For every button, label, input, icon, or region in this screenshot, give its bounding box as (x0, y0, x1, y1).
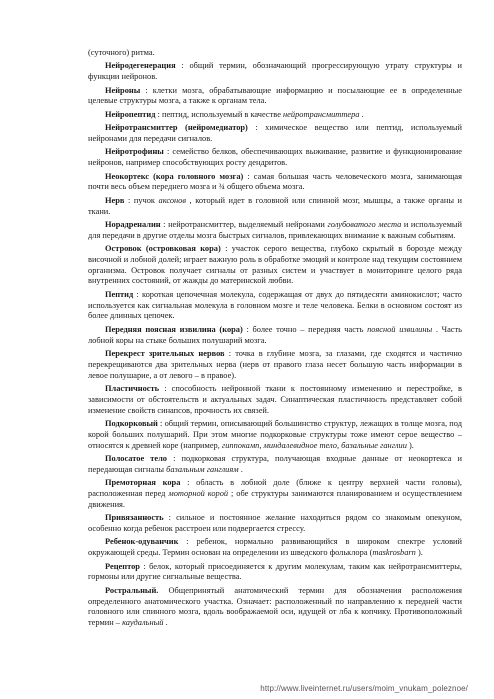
glossary-term: Премоторная кора (105, 478, 181, 488)
glossary-definition: . (238, 464, 243, 474)
glossary-entry (88, 244, 462, 287)
glossary-definition: : общий термин, описывающий большинство структур, лежащих в толще мозга, под корой больших полушарий. При этом многие подкорковые структуры тоже имеют серое вещество – относятся к древней коре (например, (88, 419, 462, 450)
glossary-definition: . (359, 109, 364, 119)
glossary-entry (88, 586, 462, 629)
glossary-definition: : нейротрансмиттер, выделяемый нейронами (160, 219, 328, 229)
glossary-entry (88, 513, 462, 535)
glossary-definition: : ребенок, нормально развивающийся в широком спектре условий окружающей среды. Термин основан на определении из шведского фольклора ( (88, 537, 462, 558)
glossary-definition: : более точно – передняя часть (242, 324, 368, 334)
glossary-definition: : участок серого вещества, глубоко скрытый в борозде между височной и лобной долей; играет важную роль в обработке эмоций и контроле над текущим состоянием организма. Островок получает сигналы от разных систем и участвует в мониторинге целого ряда внутренних состояний, от жажды до материнской любви. (88, 244, 463, 286)
glossary-term: Островок (островковая кора) (105, 244, 221, 254)
glossary-term: Норадреналин (105, 219, 161, 229)
glossary-definition: . (163, 618, 168, 628)
glossary-entry (88, 325, 462, 347)
glossary-definition: : клетки мозга, обрабатывающие информацию и посылающие ее в определенные целевые структуры мозга, а также к органам тела. (88, 85, 462, 106)
watermark-url[interactable]: http://www.liveinternet.ru/users/moim_vnukam_poleznoe/ (260, 684, 468, 693)
glossary-entry (88, 110, 462, 121)
glossary-definition: : пептид, используемый в качестве (155, 109, 284, 119)
glossary-italic-ref: голубоватого места (327, 219, 402, 229)
glossary-definition: : сильное и постоянное желание находиться рядом со знакомым опекуном, особенно когда ребенок расстроен или подвергается стрессу. (88, 513, 462, 533)
glossary-term: Нейроны (105, 85, 141, 95)
glossary-definition: и используемый для передачи в другие отделы мозга быстрых сигналов, привлекающих внимание к важным событиям. (88, 219, 462, 240)
glossary-definition: : короткая цепочечная молекула, содержащая от двух до пятидесяти аминокислот; часто используется как сигнальная молекула в головном мозге и теле человека. Белки в основном состоят из более длинных цепочек. (88, 289, 462, 321)
glossary-term: Рецептор (105, 561, 140, 571)
glossary-term: Ростральный. (105, 585, 159, 595)
document-page (88, 48, 462, 629)
glossary-entry (88, 48, 462, 59)
glossary-definition: Общепринятый анатомический термин для обозначения расположения определенного анатомического участка. Означает: расположенный по направлению к передней части головного или спинного мозга, вдоль воображаемой оси, идущей от лба к копчику. Противоположный термин – (88, 585, 462, 628)
glossary-definition: : самая большая часть человеческого мозга, занимающая почти весь объем переднего мозга и ¾ общего объема мозга. (88, 171, 462, 192)
glossary-entry (88, 147, 462, 169)
glossary-term: Пластичность (105, 384, 160, 394)
glossary-italic-ref: нейротрансмиттера (283, 109, 360, 119)
glossary-term: Нерв (105, 195, 125, 205)
glossary-term: Нейротрансмиттер (нейромедиатор) (105, 123, 248, 133)
glossary-definition: : область в лобной доле (ближе к центру верхней части головы), расположенная перед (88, 478, 462, 498)
glossary-entry (88, 123, 462, 145)
glossary-term: Перекрест зрительных нервов (105, 349, 225, 359)
glossary-entry (88, 454, 462, 476)
glossary-definition: : семейство белков, обеспечивающих выживание, развитие и функционирование нейронов, например способствующих росту дендритов. (88, 147, 462, 168)
glossary-entry (88, 419, 462, 451)
glossary-term: Привязанность (105, 513, 164, 523)
glossary-entry (88, 349, 462, 381)
glossary-term: Нейродегенерация (105, 61, 176, 71)
glossary-entry (88, 172, 462, 194)
glossary-entry (88, 86, 462, 108)
glossary-term: Нейротрофины (105, 147, 164, 157)
glossary-definition: : общий термин, обозначающий прогрессирующую утрату структуры и функции нейронов. (88, 61, 462, 82)
glossary-term: Ребенок-одуванчик (105, 537, 179, 547)
glossary-definition: , который идет в головной или спинной мозг, мышцы, а также органы и ткани. (88, 195, 462, 216)
glossary-italic-ref: каудальный (122, 618, 164, 628)
glossary-term: Неокортекс (кора головного мозга) (105, 171, 244, 181)
glossary-entry (88, 384, 462, 416)
glossary-entry (88, 61, 462, 83)
glossary-term: Передняя поясная извилина (кора) (105, 324, 243, 334)
glossary-definition: (суточного) ритма. (88, 48, 155, 57)
glossary-entry (88, 562, 462, 584)
glossary-term: Нейропептид (105, 109, 156, 119)
glossary-entry (88, 196, 462, 218)
glossary-entry (88, 290, 462, 322)
glossary-definition: : способность нейронной ткани к постоянному изменению и перестройке, в зависимости от обстоятельств и актуальных задач. Синаптическая пластичность представляет собой изменение свойств синапсов, прочность их связей. (88, 384, 462, 415)
glossary-definition: : подкорковая структура, получающая входные данные от неокортекса и передающая сигналы (88, 454, 462, 474)
glossary-term: Полосатое тело (105, 454, 167, 463)
glossary-italic-ref: моторной корой (168, 488, 229, 498)
glossary-italic-ref: базальным ганглиям (166, 464, 239, 474)
glossary-entry (88, 478, 462, 510)
glossary-definition: . Часть лобной коры на стыке больших полушарий мозга. (88, 324, 462, 345)
glossary-italic-ref: поясной извилины (367, 324, 433, 334)
glossary-definition: : точка в глубине мозга, за глазами, где сходятся и частично перекрещиваются два зрительных нерва (нерв от правого глаза несет большую часть информации в левое полушарие, а от левого – в правое). (88, 349, 462, 380)
glossary-definition: : пучок (124, 195, 159, 205)
glossary-definition: ). (415, 548, 423, 558)
glossary-entry (88, 537, 462, 559)
glossary-entry (88, 220, 462, 242)
glossary-term: Подкорковый (105, 419, 158, 429)
glossary-italic-ref: гиппокамп, миндалевидное тело, базальные ганглии (221, 440, 407, 450)
glossary-italic-ref: аксонов (158, 195, 186, 205)
glossary-definition: : белок, который присоединяется к другим молекулам, таким как нейротрансмиттеры, гормоны или другие сигнальные вещества. (88, 561, 462, 582)
glossary-definition: ; обе структуры занимаются планированием и осуществлением движения. (88, 488, 462, 509)
glossary-term: Пептид (105, 289, 134, 299)
glossary-definition: : химическое вещество или пептид, используемый нейронами для передачи сигналов. (88, 123, 463, 143)
glossary-definition: ). (406, 440, 414, 450)
glossary-italic-ref: maskrosbarn (372, 548, 416, 558)
